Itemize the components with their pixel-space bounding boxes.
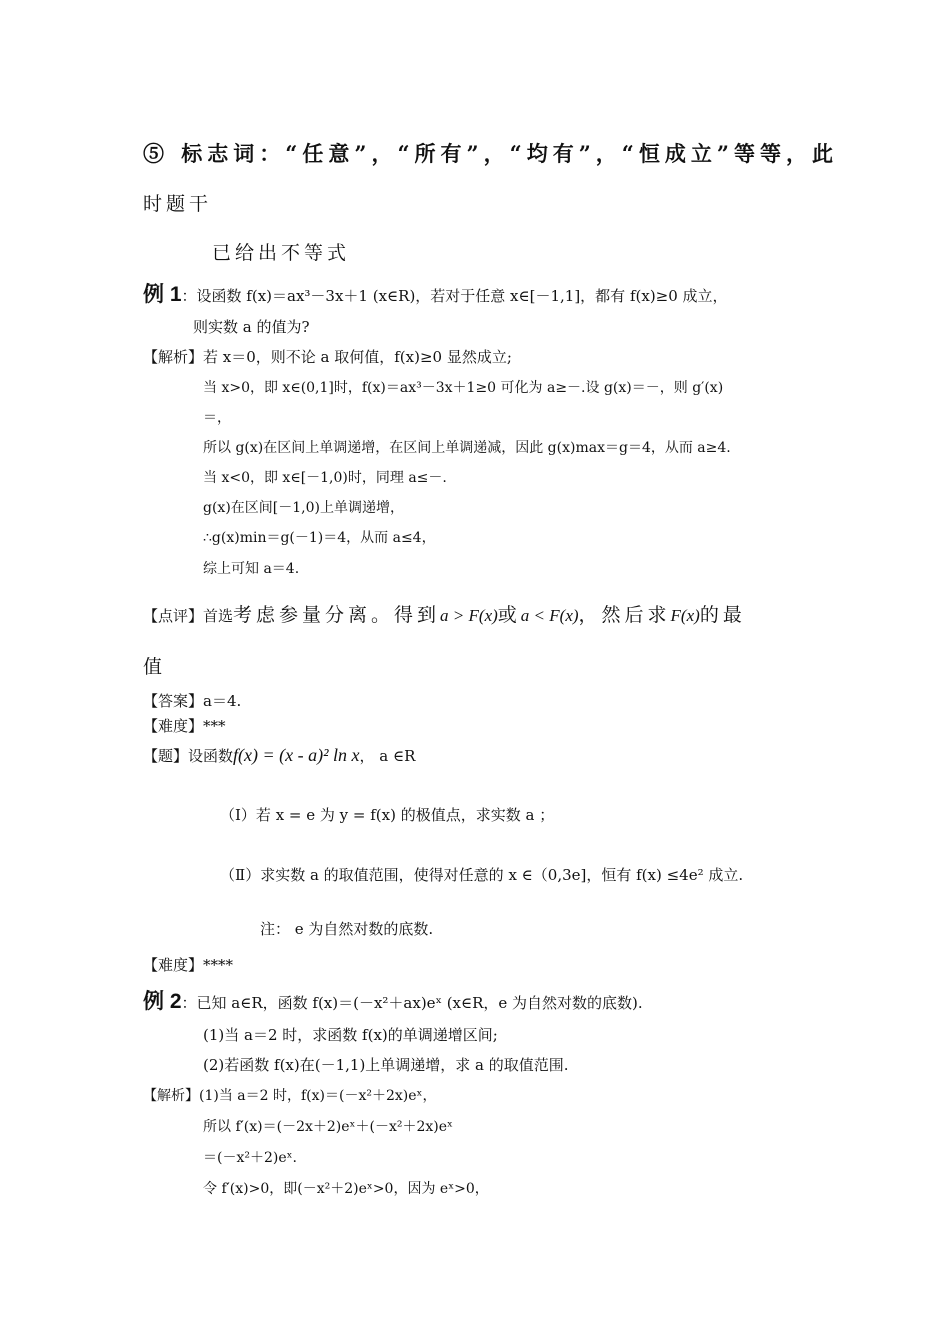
example1-solution-0: 【解析】若 x＝0，则不论 a 取何值，f(x)≥0 显然成立; — [143, 348, 512, 366]
problem-cond: ， a ∈R — [359, 747, 416, 765]
example1-solution-5: g(x)在区间[－1,0)上单调递增， — [203, 500, 404, 516]
comment-b: 考虑参量分离。得到 — [233, 604, 441, 626]
comment-d: 的最 — [699, 604, 746, 626]
comment-row — [143, 600, 746, 627]
comment-formula-1: a > F(x) — [440, 606, 498, 625]
comment-formula-2: a < F(x) — [520, 606, 579, 625]
example1-solution-6: ∴g(x)min＝g(－1)＝4，从而 a≤4， — [203, 530, 436, 546]
answer: 【答案】a＝4. — [143, 692, 242, 710]
example1-row — [143, 278, 728, 308]
example2-solution-3: 令 f′(x)>0，即(－x²＋2)eˣ>0，因为 eˣ>0， — [203, 1181, 489, 1197]
example2-solution-1: 所以 f′(x)＝(－2x＋2)eˣ＋(－x²＋2x)eˣ — [203, 1119, 453, 1135]
comment-or: 或 — [497, 604, 521, 626]
example1-text: ：设函数 f(x)＝ax³－3x＋1 (x∈R)，若对于任意 x∈[－1,1]，都有 f(x)≥0 成立， — [181, 287, 728, 305]
problem-note: 注： e 为自然对数的底数. — [260, 920, 434, 938]
example2-text: ：已知 a∈R，函数 f(x)＝(－x²＋ax)eˣ (x∈R，e 为自然对数的底数). — [181, 994, 643, 1012]
problem-row — [143, 745, 415, 766]
comment-tag: 【点评】 — [143, 607, 204, 625]
problem-part1: （Ⅰ）若 x = e 为 y = f(x) 的极值点，求实数 a ； — [220, 806, 555, 824]
intro-heading: ⑤ 标志词：“任意”，“所有”，“均有”，“恒成立”等等，此 — [143, 141, 838, 166]
difficulty-1: 【难度】*** — [143, 717, 226, 735]
intro-line2: 时题干 — [143, 193, 213, 215]
example2-q1: (1)当 a＝2 时，求函数 f(x)的单调递增区间; — [203, 1026, 498, 1044]
problem-label: 【题】设函数 — [143, 747, 234, 765]
problem-part2: （Ⅱ）求实数 a 的取值范围，使得对任意的 x ∈（0,3e]，恒有 f(x) ≤4e² 成立. — [220, 866, 744, 884]
example1-solution-2: ＝， — [203, 410, 231, 426]
example2-row — [143, 985, 643, 1015]
example1-text2: 则实数 a 的值为? — [193, 318, 310, 336]
problem-func: f(x) = (x - a)² ln x — [233, 745, 360, 765]
example1-solution-1: 当 x>0，即 x∈(0,1]时，f(x)＝ax³－3x＋1≥0 可化为 a≥－.设 g(x)＝－，则 g′(x) — [203, 380, 724, 396]
comment-end: 值 — [143, 656, 167, 678]
comment-c: ，然后求 — [578, 604, 671, 626]
example2-label: 例 2 — [143, 990, 182, 1013]
example1-solution-7: 综上可知 a＝4. — [203, 561, 300, 577]
difficulty-2: 【难度】**** — [143, 956, 234, 974]
example1-label: 例 1 — [143, 283, 182, 306]
example2-q2: (2)若函数 f(x)在(－1,1)上单调递增，求 a 的取值范围. — [203, 1056, 569, 1074]
comment-formula-3: F(x) — [670, 606, 700, 625]
intro-line3: 已给出不等式 — [212, 242, 351, 264]
example1-solution-4: 当 x<0，即 x∈[－1,0)时，同理 a≤－. — [203, 470, 447, 486]
comment-a: 首选 — [203, 607, 234, 625]
example2-solution-2: ＝(－x²＋2)eˣ. — [203, 1150, 298, 1166]
example2-solution-0: 【解析】(1)当 a＝2 时，f(x)＝(－x²＋2x)eˣ， — [143, 1088, 437, 1104]
example1-solution-3: 所以 g(x)在区间上单调递增，在区间上单调递减，因此 g(x)max＝g＝4，从而 a≥4. — [203, 440, 731, 456]
